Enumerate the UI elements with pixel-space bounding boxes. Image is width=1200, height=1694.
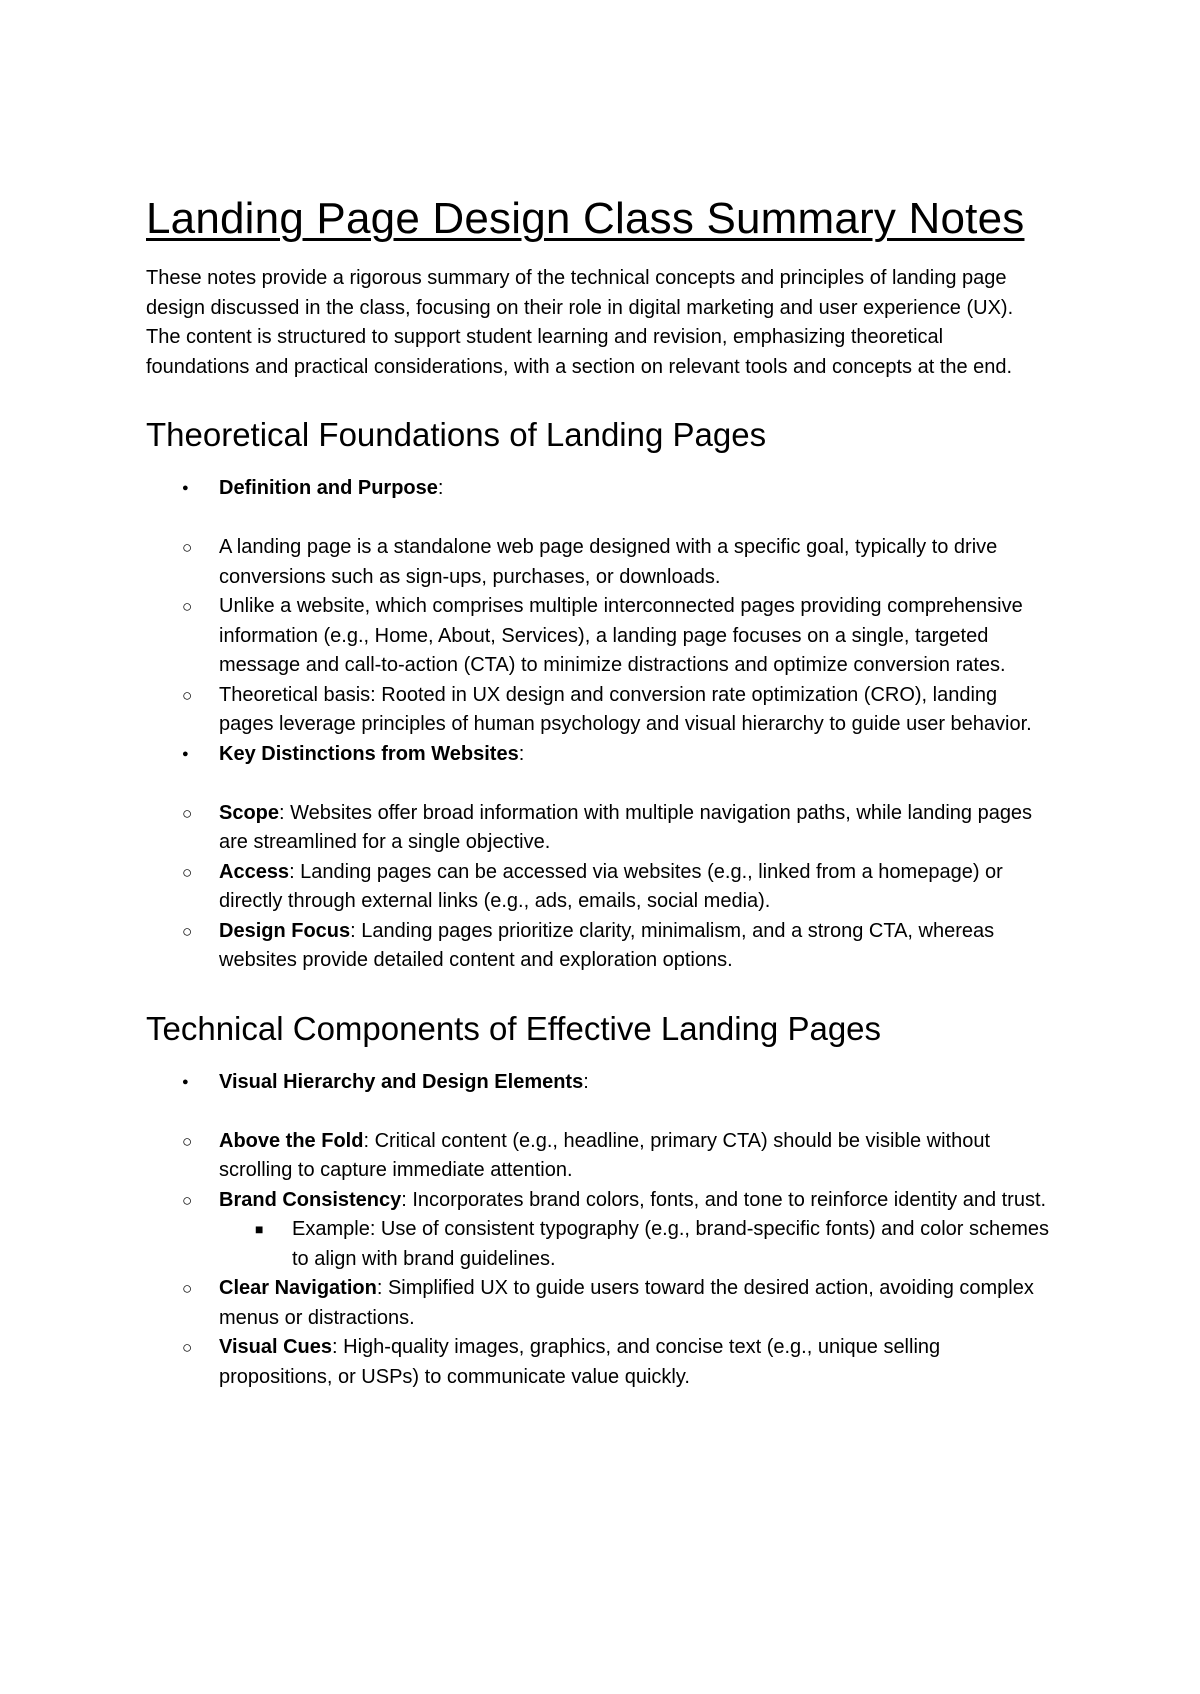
sub-item: ○ A landing page is a standalone web page designed with a specific goal, typically to drive conversions such as sign-ups, purchases, or downloads. — [219, 533, 1050, 592]
term-scope: Scope — [219, 801, 280, 824]
section-heading-technical: Technical Components of Effective Landing Pages — [146, 1009, 882, 1047]
term-clear-navigation: Clear Navigation — [219, 1277, 377, 1299]
hollow-bullet-icon: ○ — [182, 1131, 193, 1151]
list-item-definition: ● Definition and Purpose: ○ A landing page is a standalone web page designed with a specific goal, typically to drive conversions such as sign-ups, purchases, or downloads. ○ Unlike a website, which comprises multiple interconnected pages providing comprehensive information (e.g., Home, About, Services), a landing page focuses on a single, targeted message and call-to-action (CTA) to minimize distractions and optimize conversion rates. ○ Theoretical basis: Rooted in UX design and conversion rate optimization (CRO), landing pages leverage principles of human psychology and visual hierarchy to guide user behavior. — [146, 474, 1050, 740]
term-access: Access — [219, 860, 290, 883]
term-visual-hierarchy: Visual Hierarchy and Design Elements — [219, 1070, 584, 1093]
term-brand-consistency: Brand Consistency — [219, 1188, 402, 1211]
section2-list — [146, 1068, 1050, 1393]
hollow-bullet-icon: ○ — [182, 1279, 193, 1298]
nested-item: ■ Example: Use of consistent typography (e.g., brand-specific fonts) and color schemes to align with brand guidelines. — [219, 1215, 1050, 1274]
sub-item: ○ Clear Navigation: Simplified UX to guide users toward the desired action, avoiding complex menus or distractions. — [219, 1274, 1050, 1333]
sub-item: ○ Unlike a website, which comprises multiple interconnected pages providing comprehensive information (e.g., Home, About, Services), a landing page focuses on a single, targeted message and call-to-action (CTA) to minimize distractions and optimize conversion rates. — [219, 592, 1050, 681]
square-bullet-icon: ■ — [255, 1221, 264, 1237]
list-item-visual-hierarchy: ● Visual Hierarchy and Design Elements: ○ Above the Fold: Critical content (e.g., headline, primary CTA) should be visible without scrolling to capture immediate attention. ○ Brand Consistency: Incorporates brand colors, fonts, and tone to reinforce identity and trust. ■ Example: Use of consistent typography (e.g., brand-specific fonts) and color schemes to align with brand guidelines. ○ Clear Navigation: Simplified UX to guide users toward the desired action, avoiding complex menus or distractions. ○ Visual Cues: High-quality images, graphics, and concise text (e.g., unique selling propositions, or USPs) to communicate value quickly. — [146, 1068, 1050, 1393]
sub-item: ○ Scope: Websites offer broad information with multiple navigation paths, while landing pages are streamlined for a single objective. — [219, 799, 1050, 858]
term-design-focus: Design Focus — [219, 919, 351, 942]
hollow-bullet-icon: ○ — [182, 538, 193, 557]
term-definition-purpose: Definition and Purpose — [219, 477, 438, 499]
sub-item: ○ Access: Landing pages can be accessed via websites (e.g., linked from a homepage) or directly through external links (e.g., ads, emails, social media). — [219, 858, 1050, 917]
sub-item: ○ Theoretical basis: Rooted in UX design and conversion rate optimization (CRO), landing pages leverage principles of human psychology and visual hierarchy to guide user behavior. — [219, 681, 1050, 740]
hollow-bullet-icon: ○ — [182, 1338, 193, 1357]
intro-paragraph: These notes provide a rigorous summary of the technical concepts and principles of landing page design discussed in the class, focusing on their role in digital marketing and user experience (UX). The content is structured to support student learning and revision, emphasizing theoretical foundations and practical considerations, with a section on relevant tools and concepts at the end. — [146, 267, 1014, 378]
hollow-bullet-icon: ○ — [182, 685, 193, 705]
hollow-bullet-icon: ○ — [182, 1190, 193, 1210]
section-heading-theoretical: Theoretical Foundations of Landing Pages — [146, 416, 767, 453]
hollow-bullet-icon: ○ — [182, 921, 193, 941]
term-above-the-fold: Above the Fold — [219, 1129, 364, 1152]
term-key-distinctions: Key Distinctions from Websites — [219, 742, 519, 765]
document-title: Landing Page Design Class Summary Notes — [146, 194, 1025, 243]
sub-item: ○ Design Focus: Landing pages prioritize clarity, minimalism, and a strong CTA, whereas websites provide detailed content and exploration options. — [219, 917, 1050, 976]
sub-item: ○ Brand Consistency: Incorporates brand colors, fonts, and tone to reinforce identity and trust. ■ Example: Use of consistent typography (e.g., brand-specific fonts) and color schemes to align with brand guidelines. — [219, 1186, 1050, 1275]
section1-list — [146, 474, 1050, 976]
sub-item: ○ Above the Fold: Critical content (e.g., headline, primary CTA) should be visible without scrolling to capture immediate attention. — [219, 1127, 1050, 1186]
term-visual-cues: Visual Cues — [219, 1336, 333, 1358]
hollow-bullet-icon: ○ — [182, 862, 193, 882]
list-item-key-distinctions: ● Key Distinctions from Websites: ○ Scope: Websites offer broad information with multiple navigation paths, while landing pages are streamlined for a single objective. ○ Access: Landing pages can be accessed via websites (e.g., linked from a homepage) or directly through external links (e.g., ads, emails, social media). ○ Design Focus: Landing pages prioritize clarity, minimalism, and a strong CTA, whereas websites provide detailed content and exploration options. — [146, 740, 1050, 976]
hollow-bullet-icon: ○ — [182, 803, 193, 823]
sub-item: ○ Visual Cues: High-quality images, graphics, and concise text (e.g., unique selling propositions, or USPs) to communicate value quickly. — [219, 1333, 1050, 1392]
hollow-bullet-icon: ○ — [182, 597, 193, 616]
